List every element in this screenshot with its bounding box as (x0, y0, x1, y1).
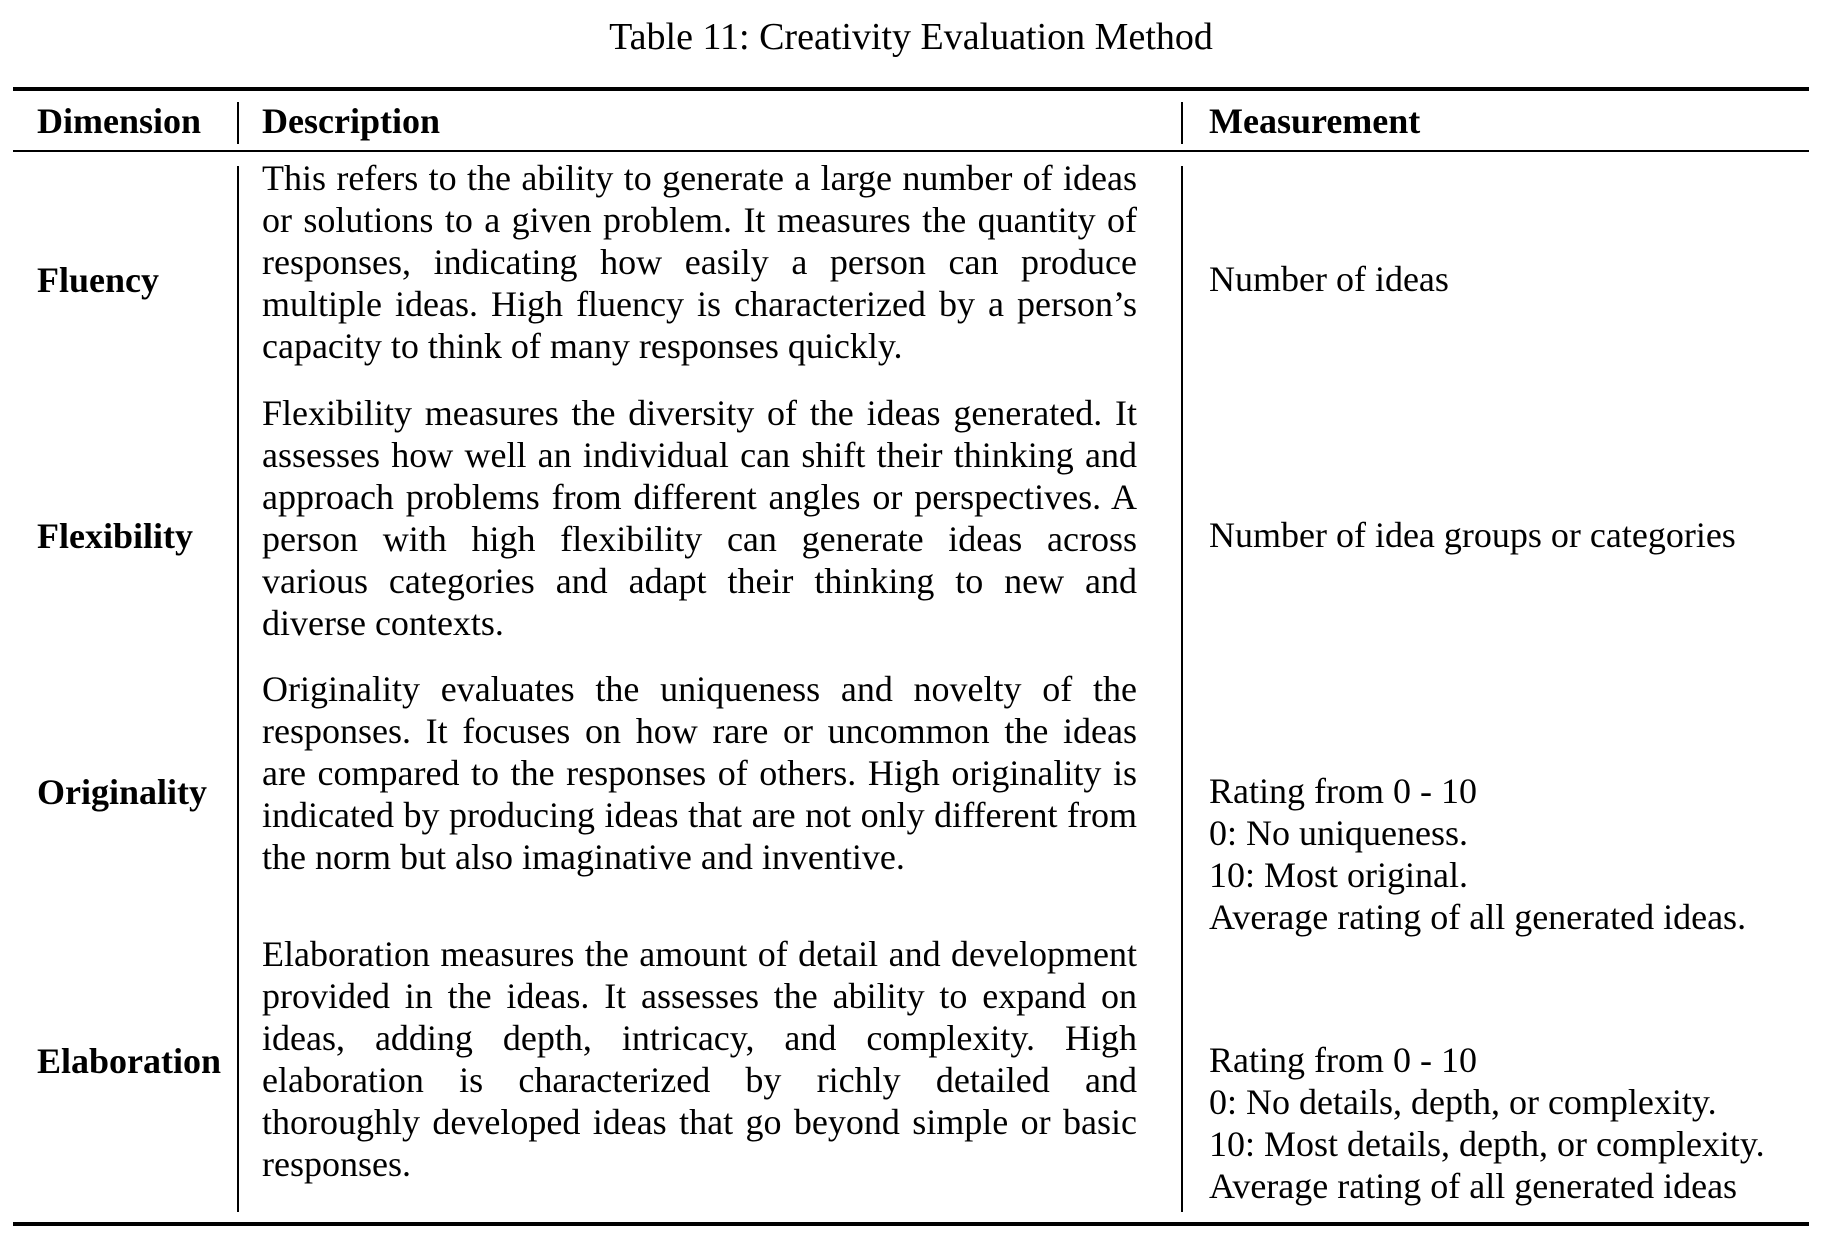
measurement-line: Number of ideas (1209, 259, 1449, 299)
measurement-line: Number of idea groups or categories (1209, 515, 1736, 555)
description-text: Originality evaluates the uniqueness and novelty of the responses. It focuses on how rare or uncommon the ideas are compared to the responses of others. High originality is indicated by producing ideas that are not only different from the norm but also imaginative and inventive. (262, 669, 1137, 877)
measurement-line: 0: No uniqueness. (1209, 813, 1468, 853)
row-elaboration-measurement (1209, 1039, 1765, 1207)
row-originality-dimension: Originality (37, 772, 207, 812)
measurement-line: Average rating of all generated ideas. (1209, 897, 1747, 937)
description-text: Elaboration measures the amount of detail and development provided in the ideas. It assesses the ability to expand on ideas, adding depth, intricacy, and complexity. High elaboration is characterized by richly detailed and thoroughly developed ideas that go beyond simple or basic responses. (262, 934, 1137, 1184)
row-flexibility-dimension: Flexibility (37, 516, 193, 556)
header-description: Description (262, 101, 440, 141)
header-separator-1 (237, 102, 239, 144)
measurement-line: Rating from 0 - 10 (1209, 1040, 1477, 1080)
row-originality-description (262, 668, 1137, 878)
row-flexibility-measurement (1209, 514, 1736, 556)
row-fluency-dimension: Fluency (37, 260, 159, 300)
row-flexibility-description (262, 392, 1137, 644)
header-separator-2 (1181, 102, 1183, 144)
row-elaboration-description (262, 933, 1137, 1185)
description-text: This refers to the ability to generate a large number of ideas or solutions to a given problem. It measures the quantity of responses, indicating how easily a person can produce multiple ideas. High fluency is characterized by a person’s capacity to think of many responses quickly. (262, 158, 1137, 366)
header-measurement: Measurement (1209, 101, 1421, 141)
row-fluency-description (262, 157, 1137, 367)
body-separator-2 (1181, 166, 1183, 1212)
body-separator-1 (237, 166, 239, 1212)
measurement-line: Rating from 0 - 10 (1209, 771, 1477, 811)
row-originality-measurement (1209, 770, 1746, 938)
header-dimension: Dimension (37, 101, 202, 141)
table-top-rule (13, 87, 1809, 91)
table-caption: Table 11: Creativity Evaluation Method (609, 16, 1213, 58)
measurement-line: 10: Most original. (1209, 855, 1468, 895)
table-bottom-rule (13, 1222, 1809, 1226)
description-text: Flexibility measures the diversity of the ideas generated. It assesses how well an individual can shift their thinking and approach problems from different angles or perspectives. A person with high flexibility can generate ideas across various categories and adapt their thinking to new and diverse contexts. (262, 393, 1137, 643)
measurement-line: 10: Most details, depth, or complexity. (1209, 1124, 1765, 1164)
measurement-line: Average rating of all generated ideas (1209, 1166, 1738, 1206)
row-elaboration-dimension: Elaboration (37, 1041, 222, 1081)
measurement-line: 0: No details, depth, or complexity. (1209, 1082, 1717, 1122)
table-header-rule (13, 150, 1809, 152)
row-fluency-measurement (1209, 258, 1449, 300)
